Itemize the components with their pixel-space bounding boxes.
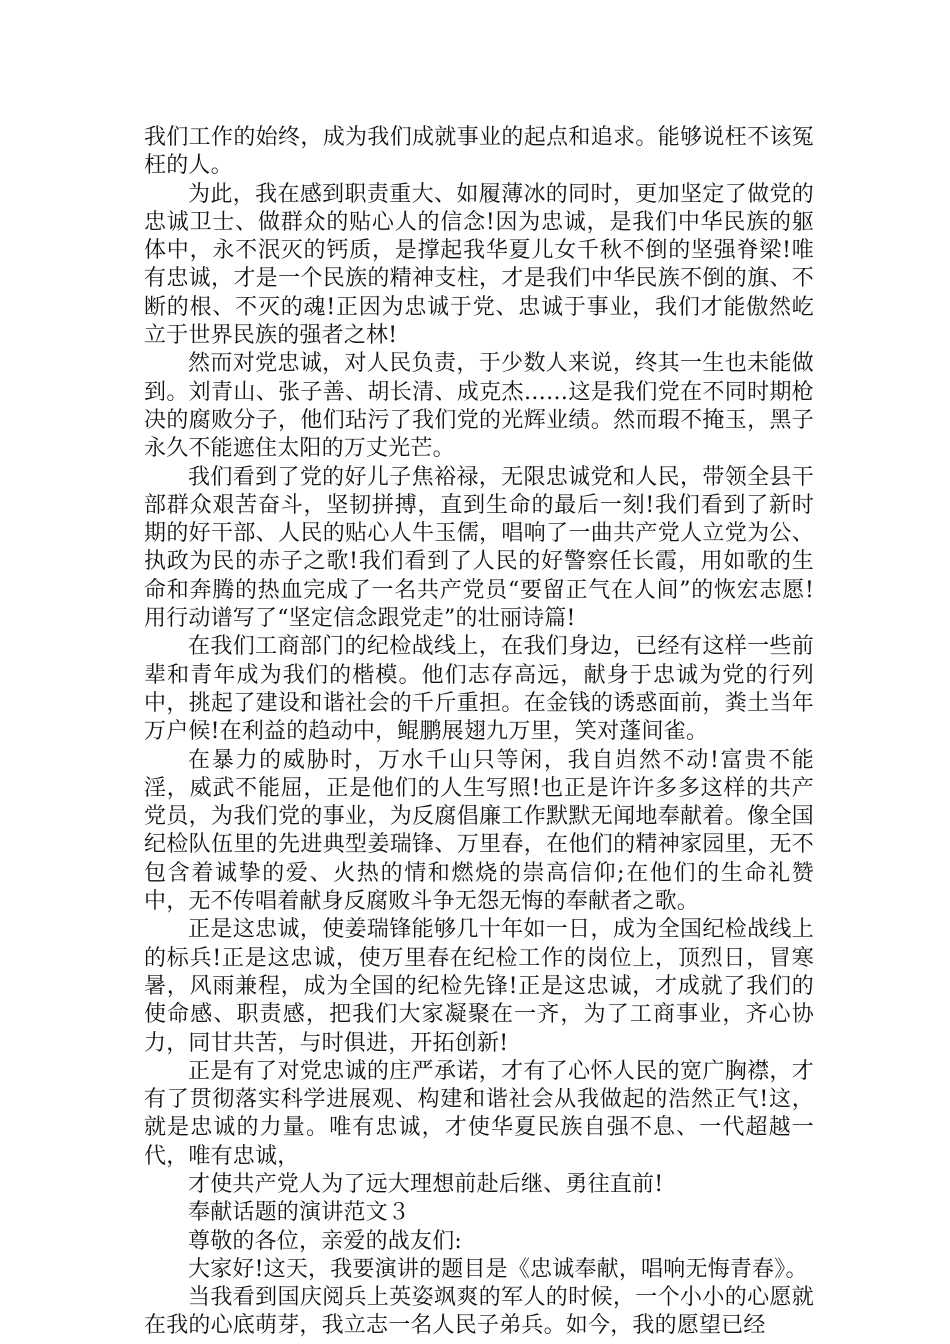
paragraph-7: 正是这忠诚，使姜瑞锋能够几十年如一日，成为全国纪检战线上的标兵!正是这忠诚，使万里春在纪检工作的岗位上，顶烈日，冒寒暑，风雨兼程，成为全国的纪检先锋!正是这忠诚，才成就了我们的使命感、职责感，把我们大家凝聚在一齐，为了工商事业，齐心协力，同甘共苦，与时俱进，开拓创新! [144, 917, 814, 1056]
paragraph-6: 在暴力的威胁时，万水千山只等闲，我自岿然不动!富贵不能淫，威武不能屈，正是他们的人生写照!也正是许许多多这样的共产党员，为我们党的事业，为反腐倡廉工作默默无闻地奉献着。像全国纪检队伍里的先进典型姜瑞锋、万里春，在他们的精神家园里，无不包含着诚挚的爱、火热的情和燃烧的崇高信仰;在他们的生命礼赞中，无不传唱着献身反腐败斗争无怨无悔的奉献者之歌。 [144, 747, 814, 915]
paragraph-8: 正是有了对党忠诚的庄严承诺，才有了心怀人民的宽广胸襟，才有了贯彻落实科学进展观、构建和谐社会从我做起的浩然正气!这，就是忠诚的力量。唯有忠诚，才使华夏民族自强不息、一代超越一代，唯有忠诚， [144, 1058, 814, 1169]
paragraph-5: 在我们工商部门的纪检战线上，在我们身边，已经有这样一些前辈和青年成为我们的楷模。他们志存高远，献身于忠诚为党的行列中，挑起了建设和谐社会的千斤重担。在金钱的诱惑面前，粪土当年万户候!在利益的趋动中，鲲鹏展翅九万里，笑对蓬间雀。 [144, 634, 814, 745]
section-heading: 奉献话题的演讲范文３ [188, 1200, 411, 1226]
paragraph-2: 为此，我在感到职责重大、如履薄冰的同时，更加坚定了做党的忠诚卫士、做群众的贴心人的信念!因为忠诚，是我们中华民族的躯体中，永不泯灭的钙质，是撑起我华夏儿女千秋不倒的坚强脊梁!唯有忠诚，才是一个民族的精神支柱，才是我们中华民族不倒的旗、不断的根、不灭的魂!正因为忠诚于党、忠诚于事业，我们才能傲然屹立于世界民族的强者之林! [144, 181, 814, 349]
greeting: 大家好!这天，我要演讲的题目是《忠诚奉献，唱响无悔青春》。 [188, 1256, 808, 1282]
document-body [144, 124, 814, 1341]
paragraph-3: 然而对党忠诚，对人民负责，于少数人来说，终其一生也未能做到。刘青山、张子善、胡长清、成克杰……这是我们党在不同时期枪决的腐败分子，他们玷污了我们党的光辉业绩。然而瑕不掩玉，黑子永久不能遮住太阳的万丈光芒。 [144, 351, 814, 462]
paragraph-9: 才使共产党人为了远大理想前赴后继、勇往直前! [188, 1171, 664, 1197]
salutation: 尊敬的各位，亲爱的战友们: [188, 1228, 463, 1254]
paragraph-1: 我们工作的始终，成为我们成就事业的起点和追求。能够说枉不该冤枉的人。 [144, 125, 814, 179]
paragraph-13: 当我看到国庆阅兵上英姿飒爽的军人的时候，一个小小的心愿就在我的心底萌芽，我立志一名人民子弟兵。如今，我的愿望已经 [144, 1285, 814, 1339]
paragraph-4: 我们看到了党的好儿子焦裕禄，无限忠诚党和人民，带领全县干部群众艰苦奋斗，坚韧拼搏，直到生命的最后一刻!我们看到了新时期的好干部、人民的贴心人牛玉儒，唱响了一曲共产党人立党为公、执政为民的赤子之歌!我们看到了人民的好警察任长霞，用如歌的生命和奔腾的热血完成了一名共产党员“要留正气在人间”的恢宏志愿!用行动谱写了“坚定信念跟党走”的壮丽诗篇! [144, 464, 814, 632]
